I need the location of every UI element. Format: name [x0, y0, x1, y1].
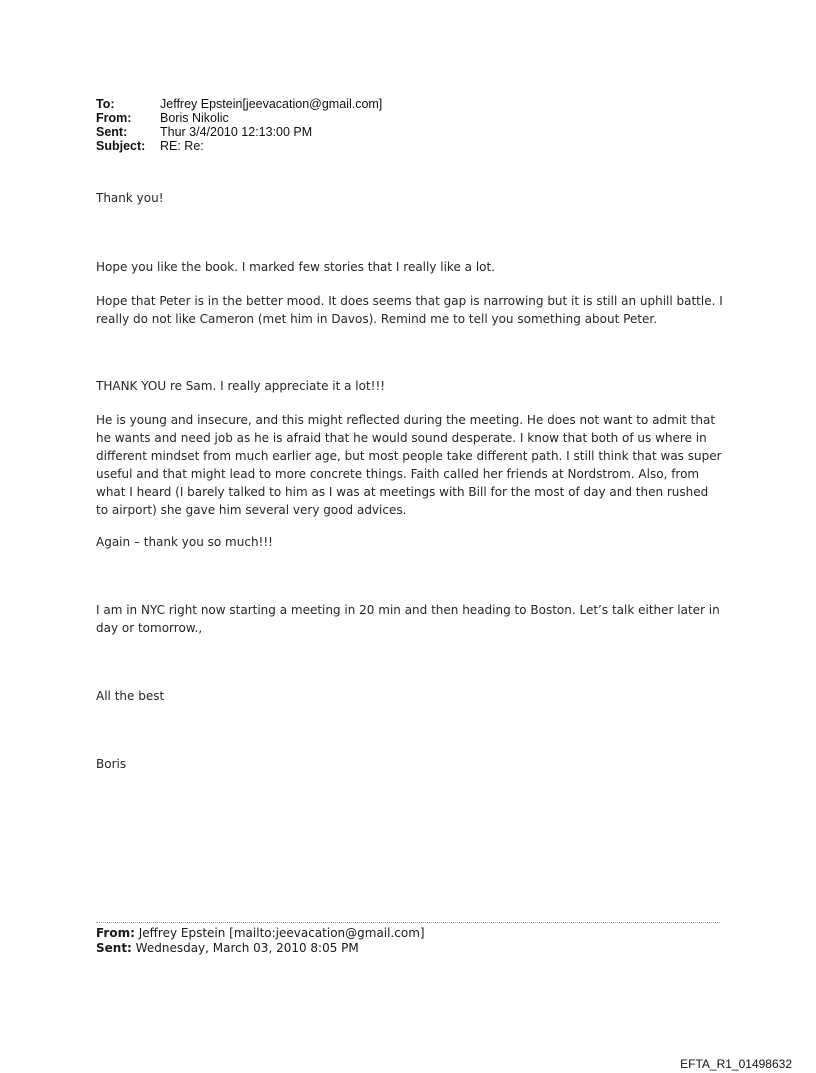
document-id: EFTA_R1_01498632	[680, 1057, 792, 1071]
sent-label: Sent:	[96, 125, 128, 139]
body-paragraph-thanks: Thank you!	[96, 191, 164, 205]
body-paragraph-signature: Boris	[96, 757, 127, 771]
quoted-from-row	[96, 926, 425, 941]
body-paragraph-signoff: All the best	[96, 689, 165, 703]
quoted-message-header	[96, 926, 425, 955]
body-paragraph-sam: THANK YOU re Sam. I really appreciate it a lot!!!	[96, 379, 386, 393]
subject-label: Subject:	[96, 139, 146, 153]
to-label: To:	[96, 97, 115, 111]
quoted-sent-row	[96, 941, 425, 956]
body-paragraph-nyc: I am in NYC right now starting a meeting in 20 min and then heading to Boston. Let’s talk either later in day or tomorrow.,	[96, 603, 720, 635]
quoted-message-divider	[96, 922, 720, 923]
quoted-from-value: Jeffrey Epstein [mailto:jeevacation@gmail.com]	[134, 926, 425, 940]
from-value: Boris Nikolic	[160, 111, 229, 125]
quoted-sent-value: Wednesday, March 03, 2010 8:05 PM	[131, 940, 359, 955]
to-value: Jeffrey Epstein[jeevacation@gmail.com]	[160, 97, 383, 111]
body-paragraph-again: Again – thank you so much!!!	[96, 535, 273, 549]
sent-value: Thur 3/4/2010 12:13:00 PM	[160, 125, 313, 139]
sent-row	[96, 125, 382, 139]
body-paragraph-peter: Hope that Peter is in the better mood. It does seems that gap is narrowing but it is still an uphill battle. I really do not like Cameron (met him in Davos). Remind me to tell you something about Peter.	[96, 294, 723, 326]
quoted-sent-label: Sent:	[96, 940, 132, 955]
subject-row	[96, 139, 382, 153]
to-row	[96, 97, 382, 111]
subject-value: RE: Re:	[160, 139, 204, 153]
email-header	[96, 97, 382, 153]
body-paragraph-book: Hope you like the book. I marked few stories that I really like a lot.	[96, 260, 496, 274]
quoted-from-label: From:	[96, 926, 135, 940]
from-label: From:	[96, 111, 132, 125]
from-row	[96, 111, 382, 125]
body-paragraph-details: He is young and insecure, and this might reflected during the meeting. He does not want to admit that he wants and need job as he is afraid that he would sound desperate. I know that both of us where in different mindset from much earlier age, but most people take different path. I still think that was super useful and that might lead to more concrete things. Faith called her friends at Nordstrom. Also, from what I heard (I barely talked to him as I was at meetings with Bill for the most of day and then rushed to airport) she gave him several very good advices.	[96, 413, 722, 517]
